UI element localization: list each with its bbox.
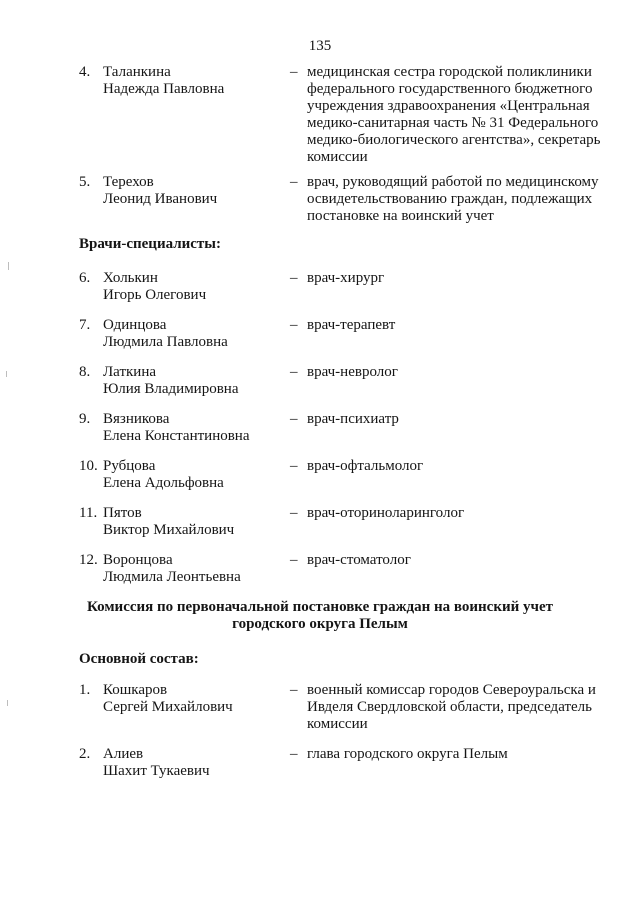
member-given-names: Леонид Иванович — [103, 191, 218, 207]
separator-dash: – — [290, 682, 298, 698]
separator-dash: – — [290, 458, 298, 474]
member-surname: Холькин — [103, 270, 158, 286]
member-surname: Кошкаров — [103, 682, 168, 698]
member-name — [103, 746, 283, 780]
scan-artifact — [8, 262, 9, 270]
separator-dash: – — [290, 174, 298, 190]
member-surname: Пятов — [103, 505, 142, 521]
member-given-names: Людмила Леонтьевна — [103, 569, 241, 585]
commission-title-line: городского округа Пелым — [232, 616, 408, 632]
member-role: врач-стоматолог — [307, 552, 411, 568]
entry-number: 7. — [79, 317, 91, 333]
member-given-names: Людмила Павловна — [103, 334, 228, 350]
entry-number: 5. — [79, 174, 91, 190]
member-given-names: Виктор Михайлович — [103, 522, 235, 538]
member-name — [103, 505, 283, 539]
member-role: врач-психиатр — [307, 411, 399, 427]
member-given-names: Игорь Олегович — [103, 287, 207, 303]
member-role: медицинская сестра городской поликлиники федерального государственного бюджетного учреждения здравоохранения «Центральная медико-санитарная часть № 31 Федерального медико-биологического агентства», секретарь комиссии — [307, 64, 601, 165]
member-given-names: Шахит Тукаевич — [103, 763, 210, 779]
separator-dash: – — [290, 364, 298, 380]
entry-number: 4. — [79, 64, 91, 80]
entry-number: 1. — [79, 682, 91, 698]
member-role: врач-офтальмолог — [307, 458, 424, 474]
member-role: врач-оториноларинголог — [307, 505, 465, 521]
member-surname: Алиев — [103, 746, 144, 762]
member-name — [103, 174, 283, 208]
separator-dash: – — [290, 411, 298, 427]
member-given-names: Елена Адольфовна — [103, 475, 224, 491]
separator-dash: – — [290, 746, 298, 762]
member-surname: Рубцова — [103, 458, 156, 474]
scan-artifact — [7, 700, 8, 706]
member-role: врач-невролог — [307, 364, 398, 380]
member-surname: Воронцова — [103, 552, 173, 568]
member-given-names: Юлия Владимировна — [103, 381, 239, 397]
member-name — [103, 682, 283, 716]
member-surname: Таланкина — [103, 64, 171, 80]
commission-title-line: Комиссия по первоначальной постановке граждан на воинский учет — [87, 599, 553, 615]
entry-number: 8. — [79, 364, 91, 380]
separator-dash: – — [290, 505, 298, 521]
entry-number: 11. — [79, 505, 98, 521]
member-given-names: Сергей Михайлович — [103, 699, 233, 715]
member-role: врач-хирург — [307, 270, 385, 286]
page-number: 135 — [308, 38, 332, 54]
member-name — [103, 411, 283, 445]
separator-dash: – — [290, 317, 298, 333]
member-role: глава городского округа Пелым — [307, 746, 508, 762]
member-name — [103, 458, 283, 492]
scan-artifact — [6, 371, 7, 377]
separator-dash: – — [290, 64, 298, 80]
member-surname: Вязникова — [103, 411, 170, 427]
entry-number: 2. — [79, 746, 91, 762]
member-surname: Одинцова — [103, 317, 167, 333]
member-given-names: Елена Константиновна — [103, 428, 250, 444]
member-surname: Латкина — [103, 364, 156, 380]
separator-dash: – — [290, 552, 298, 568]
member-name — [103, 64, 283, 98]
member-surname: Терехов — [103, 174, 154, 190]
member-name — [103, 270, 283, 304]
member-role: врач, руководящий работой по медицинскому освидетельствованию граждан, подлежащих постановке на воинский учет — [307, 174, 599, 224]
member-name — [103, 552, 283, 586]
commission-title — [0, 599, 640, 633]
section-heading-specialists: Врачи-специалисты: — [79, 236, 222, 252]
member-role: врач-терапевт — [307, 317, 396, 333]
entry-number: 6. — [79, 270, 91, 286]
section-heading-main: Основной состав: — [79, 651, 199, 667]
member-name — [103, 317, 283, 351]
member-role: военный комиссар городов Североуральска и Ивделя Свердловской области, председатель комиссии — [307, 682, 596, 732]
entry-number: 12. — [79, 552, 98, 568]
member-given-names: Надежда Павловна — [103, 81, 225, 97]
member-name — [103, 364, 283, 398]
entry-number: 9. — [79, 411, 91, 427]
separator-dash: – — [290, 270, 298, 286]
entry-number: 10. — [79, 458, 98, 474]
